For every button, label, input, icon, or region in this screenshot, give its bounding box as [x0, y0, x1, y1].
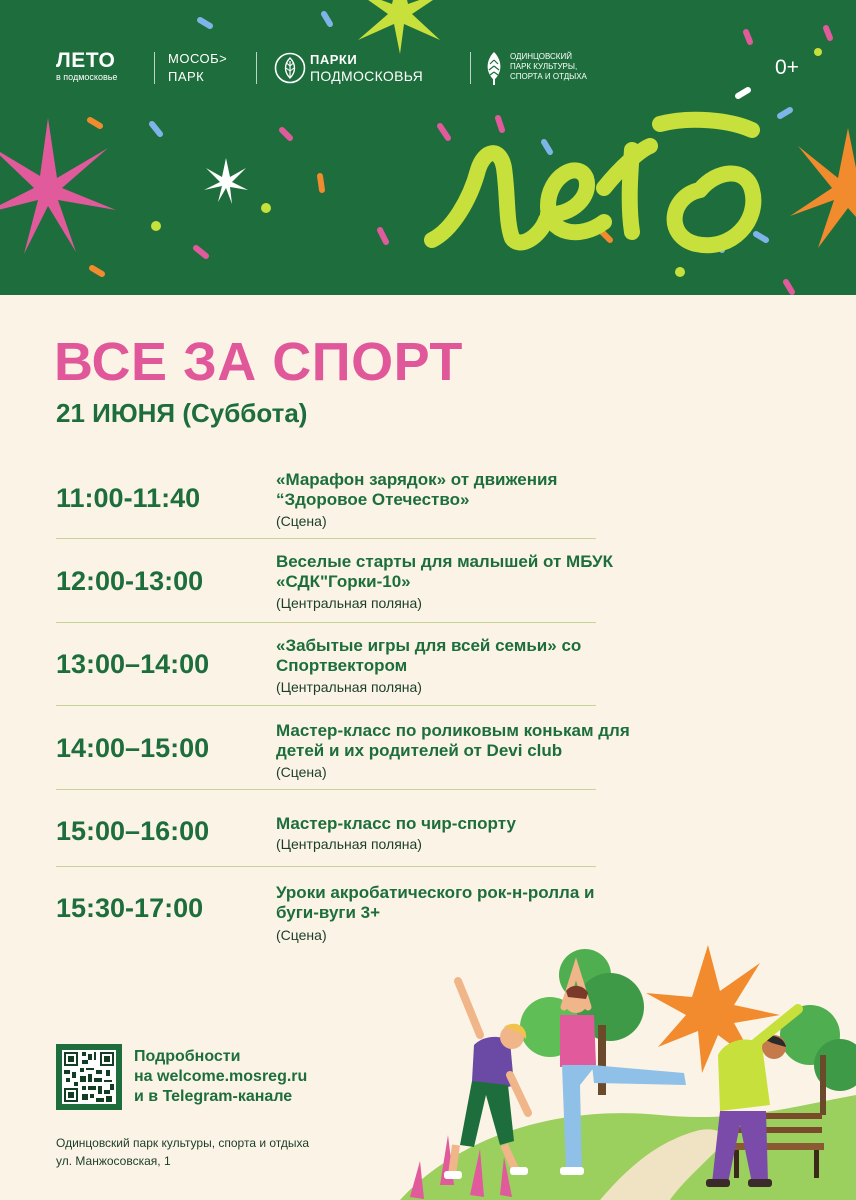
logo-odin-line1: ОДИНЦОВСКИЙ: [510, 52, 572, 61]
row-divider: [56, 789, 596, 790]
activity-line: детей и их родителей от Devi club: [276, 741, 563, 760]
row-divider: [56, 538, 596, 539]
logo-leto-subtext: в подмосковье: [56, 72, 118, 82]
logo-divider: [256, 52, 257, 84]
event-title: ВСЕ ЗА СПОРТ: [54, 332, 463, 392]
row-divider: [56, 622, 596, 623]
parki-leaf-icon: [274, 52, 306, 84]
schedule-time: 13:00–14:00: [56, 649, 210, 679]
leto-lettering: [432, 120, 753, 246]
schedule-time: 11:00-11:40: [56, 483, 201, 513]
schedule-venue: (Сцена): [276, 764, 327, 780]
logo-divider: [470, 52, 471, 84]
schedule-time: 14:00–15:00: [56, 733, 210, 763]
schedule-activity: [276, 721, 716, 761]
schedule-venue: (Центральная поляна): [276, 595, 422, 611]
more-info-line: Подробности: [134, 1048, 241, 1065]
more-info: [134, 1047, 307, 1107]
logo-divider: [154, 52, 155, 84]
schedule-activity: [276, 883, 716, 923]
activity-line: «СДК"Горки-10»: [276, 572, 411, 591]
logo-parki-line1: ПАРКИ: [310, 52, 358, 67]
activity-line: Уроки акробатического рок-н-ролла и: [276, 883, 595, 902]
schedule-activity: [276, 814, 716, 834]
schedule-activity: [276, 470, 716, 510]
address-line: Одинцовский парк культуры, спорта и отдыха: [56, 1136, 310, 1150]
qr-code[interactable]: [56, 1044, 122, 1110]
activity-line: буги-вуги 3+: [276, 903, 381, 922]
venue-address: [56, 1134, 309, 1170]
activity-line: Мастер-класс по роликовым конькам для: [276, 721, 630, 740]
schedule-venue: (Центральная поляна): [276, 679, 422, 695]
logo-mosobl-line2: ПАРК: [168, 69, 205, 84]
event-date: 21 ИЮНЯ (Суббота): [56, 398, 308, 428]
schedule-activity: [276, 552, 716, 592]
schedule-venue: (Центральная поляна): [276, 836, 422, 852]
logo-odin-line2: ПАРК КУЛЬТУРЫ,: [510, 62, 578, 71]
schedule-activity: [276, 636, 716, 676]
activity-line: Спортвектором: [276, 656, 408, 675]
orange-starburst-icon: [790, 128, 856, 248]
activity-line: Веселые старты для малышей от МБУК: [276, 552, 613, 571]
schedule-venue: (Сцена): [276, 513, 327, 529]
activity-line: «Марафон зарядок» от движения: [276, 470, 558, 489]
activity-line: «Забытые игры для всей семьи» со: [276, 636, 582, 655]
row-divider: [56, 705, 596, 706]
more-info-line: и в Telegram-канале: [134, 1088, 293, 1105]
activity-line: Мастер-класс по чир-спорту: [276, 814, 516, 833]
schedule-time: 12:00-13:00: [56, 566, 204, 596]
header-banner: [0, 0, 856, 295]
logo-leto-text: ЛЕТО: [56, 49, 116, 72]
schedule-time: 15:30-17:00: [56, 893, 204, 923]
more-info-link[interactable]: на welcome.mosreg.ru: [134, 1068, 308, 1085]
schedule-venue: (Сцена): [276, 927, 327, 943]
exercise-illustration: [400, 935, 856, 1200]
logo-parki-line2: ПОДМОСКОВЬЯ: [310, 68, 423, 84]
schedule-time: 15:00–16:00: [56, 816, 210, 846]
lime-starburst-icon: [354, 0, 448, 54]
logo-odin-line3: СПОРТА И ОТДЫХА: [510, 72, 587, 81]
row-divider: [56, 866, 596, 867]
tree-icon: [482, 50, 506, 86]
address-line: ул. Манжосовская, 1: [56, 1154, 171, 1168]
logo-mosobl-line1: МОСОБ>: [168, 51, 228, 66]
pink-starburst-icon: [0, 118, 116, 254]
qr-pattern-icon: [62, 1050, 116, 1104]
header-decoration: [0, 0, 856, 295]
age-rating: 0+: [775, 56, 799, 79]
activity-line: “Здоровое Отечество»: [276, 490, 470, 509]
white-sparkle-icon: [204, 158, 248, 204]
logo-odintsovo-park: [510, 52, 600, 82]
